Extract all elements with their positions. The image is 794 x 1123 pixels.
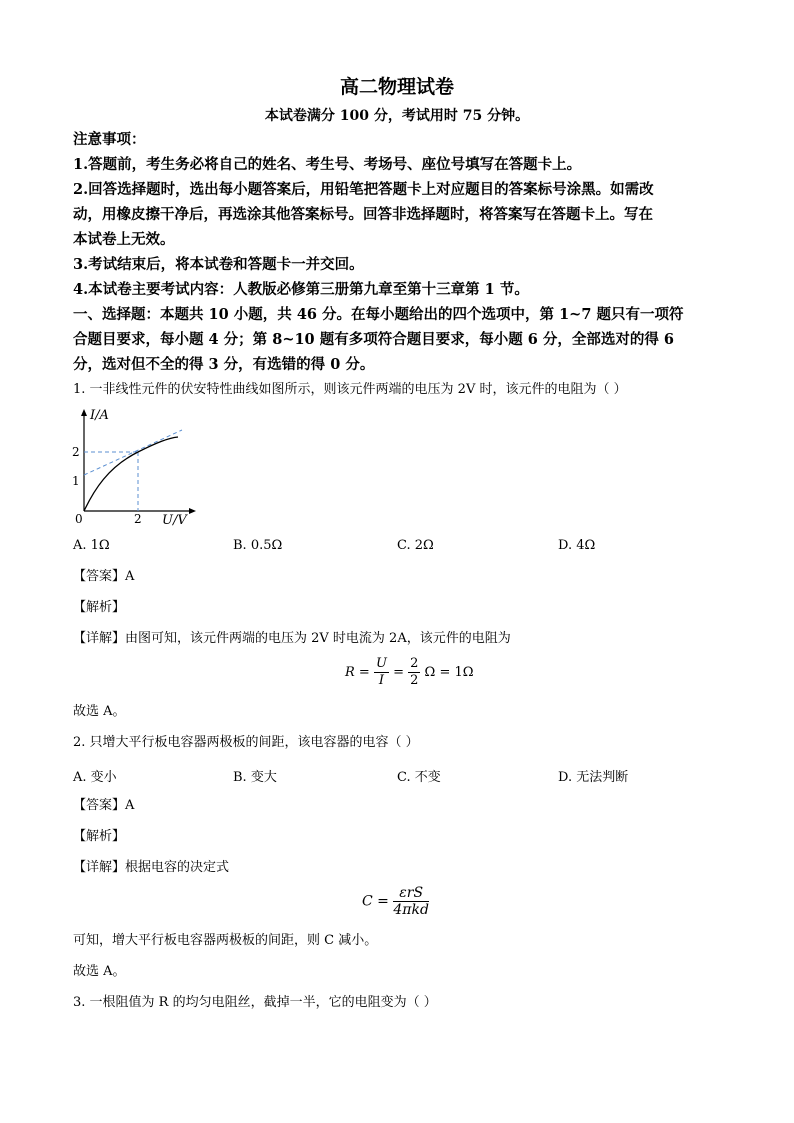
notice-heading: 注意事项： [73,131,146,148]
notice-item: 4.本试卷主要考试内容：人教版必修第三册第九章至第十三章第 1 节。 [73,281,529,298]
q1-formula [345,656,474,689]
numerator: 2 [410,656,419,671]
q2-analysis: 【解析】 [73,829,126,844]
q1-iv-graph [68,405,198,530]
fraction-capacitance [393,885,429,918]
section-instruction: 分，选对但不全的得 3 分，有选错的得 0 分。 [73,356,375,373]
x-axis-arrow [189,508,196,514]
q1-conclusion: 故选 A。 [73,704,126,719]
y-tick-2: 2 [72,445,80,459]
formula-lhs: R = [345,665,370,680]
numerator: εrS [393,885,429,902]
q2-conclusion: 故选 A。 [73,964,126,979]
denominator: I [378,673,385,688]
page-subtitle: 本试卷满分 100 分，考试用时 75 分钟。 [264,108,530,124]
q1-option-b: B. 0.5Ω [233,538,283,553]
notice-item: 2.回答选择题时，选出每小题答案后，用铅笔把答题卡上对应题目的答案标号涂黑。如需改 [73,181,654,198]
q1-option-c: C. 2Ω [397,538,434,553]
page-title: 高二物理试卷 [339,76,454,98]
fraction-u-over-i [374,656,389,689]
q2-formula [362,885,429,918]
notice-item: 3.考试结束后，将本试卷和答题卡一并交回。 [73,256,364,273]
iv-curve [84,437,178,511]
q2-answer: 【答案】A [73,798,135,813]
q1-option-d: D. 4Ω [558,538,596,553]
q1-answer: 【答案】A [73,569,135,584]
formula-lhs: C = [362,893,389,910]
q1-stem: 1. 一非线性元件的伏安特性曲线如图所示，则该元件两端的电压为 2V 时，该元件的电阻为（ ） [73,382,627,397]
notice-item: 1.答题前，考生务必将自己的姓名、考生号、考场号、座位号填写在答题卡上。 [73,156,582,173]
denominator: 4πkd [393,902,429,918]
q2-after: 可知，增大平行板电容器两极板的间距，则 C 减小。 [73,933,378,948]
section-instruction: 一、选择题：本题共 10 小题，共 46 分。在每小题给出的四个选项中，第 1~7 题只有一项符 [73,306,684,323]
q3-stem: 3. 一根阻值为 R 的均匀电阻丝，截掉一半，它的电阻变为（ ） [73,995,437,1010]
q2-detail: 【详解】根据电容的决定式 [73,860,230,875]
q2-option-a: A. 变小 [73,770,117,785]
notice-item: 本试卷上无效。 [73,231,175,248]
q1-detail: 【详解】由图可知，该元件两端的电压为 2V 时电流为 2A，该元件的电阻为 [73,631,511,646]
numerator: U [375,656,387,671]
equals-sign: = [393,665,404,680]
origin-label: 0 [75,512,83,526]
formula-rhs: Ω = 1Ω [424,665,474,680]
y-tick-1: 1 [72,474,80,488]
x-tick-2: 2 [134,512,142,526]
x-axis-label: U/V [162,513,187,528]
q2-option-b: B. 变大 [233,770,277,785]
y-axis-arrow [81,409,87,416]
q1-analysis: 【解析】 [73,600,126,615]
notice-item: 动，用橡皮擦干净后，再选涂其他答案标号。回答非选择题时，将答案写在答题卡上。写在 [73,206,653,223]
q2-option-c: C. 不变 [397,770,441,785]
q2-option-d: D. 无法判断 [558,770,629,785]
q2-stem: 2. 只增大平行板电容器两极板的间距，该电容器的电容（ ） [73,735,419,750]
q1-option-a: A. 1Ω [73,538,110,553]
y-axis-label: I/A [90,408,109,423]
section-instruction: 合题目要求，每小题 4 分；第 8~10 题有多项符合题目要求，每小题 6 分，全部选对的得 6 [73,331,675,348]
denominator: 2 [410,673,419,688]
fraction-2-over-2 [408,656,420,689]
notice-block [73,127,723,377]
